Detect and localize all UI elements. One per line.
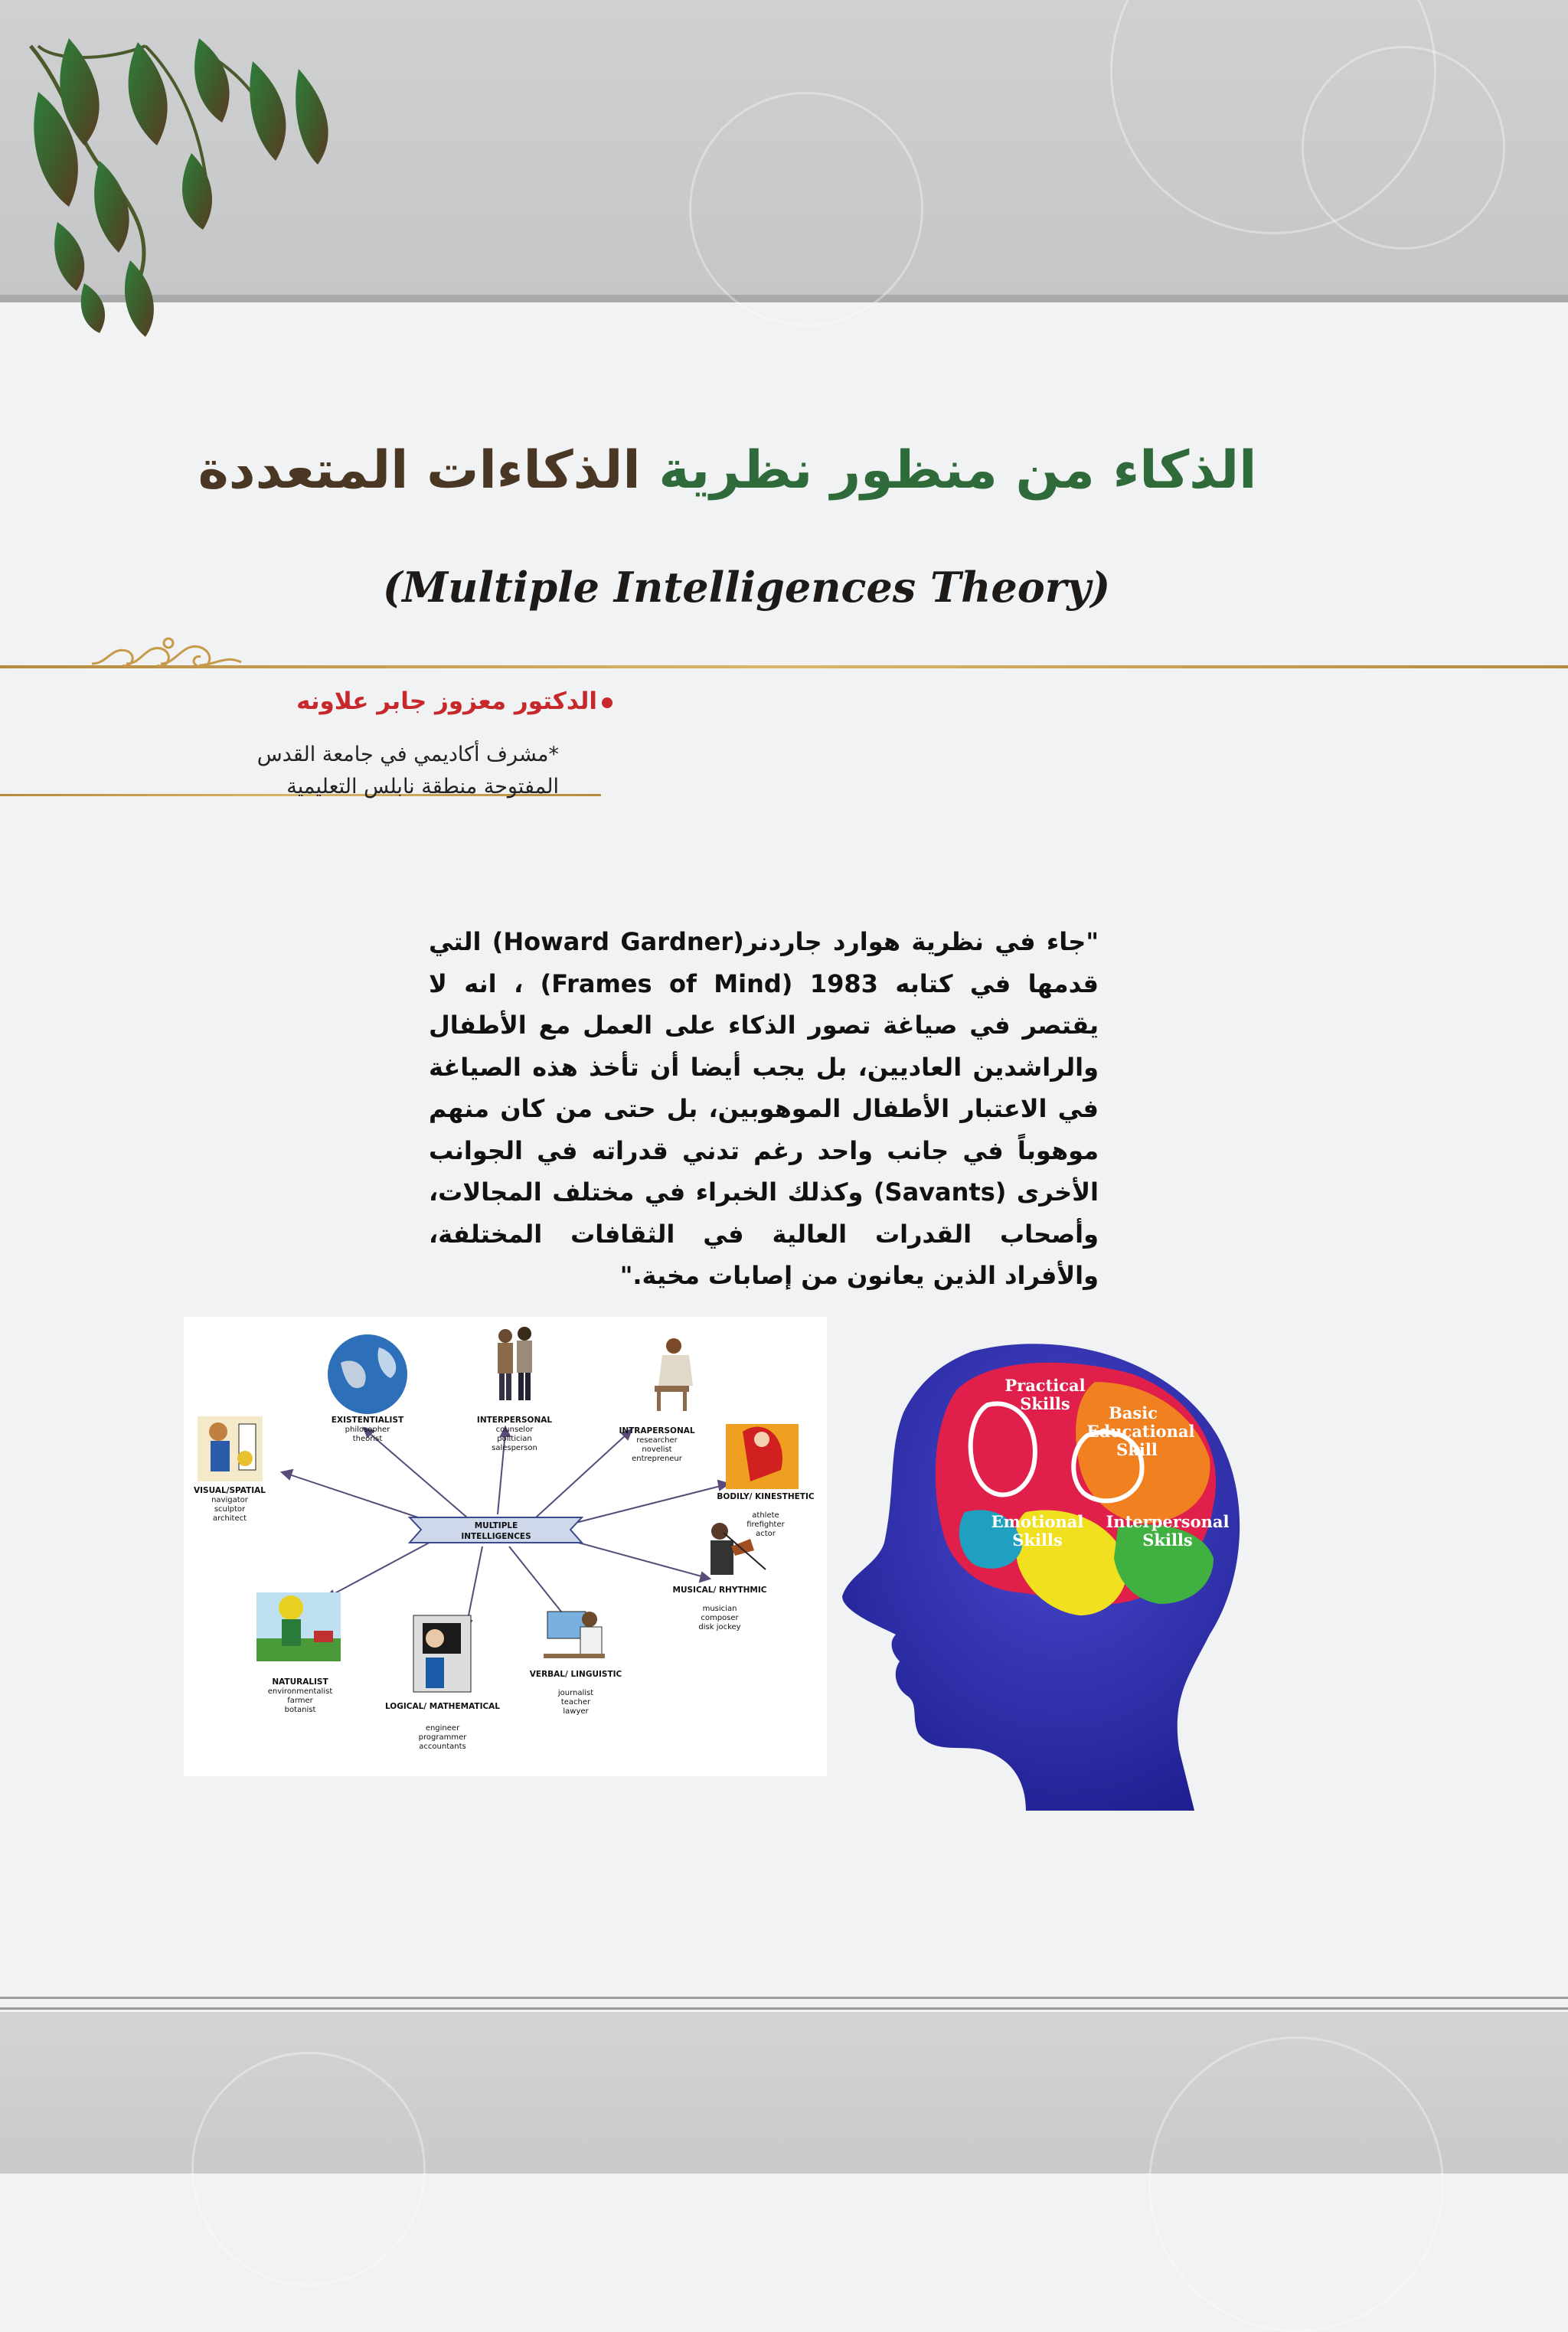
- center-banner: [410, 1517, 582, 1543]
- gold-ornament: [84, 632, 245, 678]
- title-brown-part: الذكاءات المتعددة: [198, 440, 641, 501]
- title-green-part: الذكاء من منظور نظرية: [658, 440, 1257, 501]
- author-name: الدكتور معزوز جابر علاونه: [296, 688, 597, 715]
- svg-text:actor: actor: [756, 1530, 776, 1538]
- svg-text:counselor: counselor: [495, 1426, 534, 1434]
- multiple-intelligences-diagram: [184, 1317, 827, 1776]
- svg-text:architect: architect: [212, 1514, 247, 1523]
- svg-text:researcher: researcher: [636, 1436, 678, 1445]
- svg-text:athlete: athlete: [752, 1511, 779, 1520]
- svg-text:composer: composer: [701, 1614, 739, 1622]
- svg-text:botanist: botanist: [284, 1706, 316, 1714]
- affiliation-line: *مشرف أكاديمي في جامعة القدس: [256, 743, 559, 766]
- dancer-icon: [726, 1424, 799, 1489]
- decorative-swirl: [1302, 46, 1505, 250]
- svg-text:INTERPERSONAL: INTERPERSONAL: [476, 1416, 553, 1425]
- svg-text:INTRAPERSONAL: INTRAPERSONAL: [619, 1426, 695, 1435]
- svg-text:engineer: engineer: [425, 1724, 460, 1733]
- brain-label-interpersonal: Skills: [1142, 1530, 1193, 1550]
- brain-label-practical: Skills: [1020, 1394, 1070, 1413]
- svg-text:LOGICAL/ MATHEMATICAL: LOGICAL/ MATHEMATICAL: [384, 1702, 501, 1711]
- center-label: MULTIPLE: [474, 1521, 518, 1530]
- svg-text:teacher: teacher: [560, 1698, 591, 1707]
- footer-line: [0, 2007, 1568, 2010]
- computer-icon: [413, 1615, 471, 1692]
- svg-text:philosopher: philosopher: [345, 1426, 390, 1434]
- center-label: INTELLIGENCES: [461, 1532, 531, 1541]
- svg-text:programmer: programmer: [418, 1733, 467, 1742]
- svg-text:environmentalist: environmentalist: [267, 1687, 333, 1696]
- svg-text:theorist: theorist: [352, 1435, 383, 1443]
- quote-paragraph: "جاء في نظرية هوارد جاردنر(Howard Gardner) التي قدمها في كتابه 1983 (Frames of Mind) ، انه لا يقتصر في صياغة تصور الذكاء على العمل مع الأطفال والراشدين العاديين، بل يجب أيضا أن تأخذ هذه الصياغة في الاعتبار الأطفال الموهوبين، بل حتى من كان منهم موهوباً في جانب واحد رغم تدني قدراته في الجوانب الأخرى (Savants) وكذلك الخبراء في مختلف المجالات، وأصحاب القدرات العالية في الثقافات المختلفة، والأفراد الذين يعانون من إصابات مخية.": [429, 927, 1099, 1290]
- author-affiliation: [153, 739, 559, 803]
- svg-text:accountants: accountants: [419, 1742, 466, 1751]
- brain-label-emotional: Emotional: [991, 1512, 1084, 1531]
- svg-text:sculptor: sculptor: [214, 1505, 246, 1514]
- svg-text:novelist: novelist: [642, 1445, 672, 1454]
- svg-text:NATURALIST: NATURALIST: [272, 1677, 328, 1687]
- svg-text:VERBAL/ LINGUISTIC: VERBAL/ LINGUISTIC: [529, 1670, 622, 1679]
- page-title-arabic: [153, 440, 1302, 501]
- brain-label-practical: Practical: [1004, 1376, 1086, 1395]
- svg-text:journalist: journalist: [557, 1689, 594, 1697]
- farmer-icon: [256, 1592, 341, 1661]
- affiliation-line: المفتوحة منطقة نابلس التعليمية: [286, 775, 559, 799]
- svg-text:entrepreneur: entrepreneur: [632, 1455, 682, 1463]
- brain-label-basic: Skill: [1116, 1440, 1158, 1459]
- brain-label-interpersonal: Interpersonal: [1106, 1512, 1230, 1531]
- decorative-swirl: [689, 92, 923, 326]
- svg-text:BODILY/ KINESTHETIC: BODILY/ KINESTHETIC: [717, 1492, 815, 1501]
- painter-icon: [198, 1416, 263, 1481]
- svg-text:MUSICAL/ RHYTHMIC: MUSICAL/ RHYTHMIC: [672, 1586, 767, 1595]
- svg-text:lawyer: lawyer: [563, 1707, 589, 1716]
- brain-label-basic: Educational: [1086, 1422, 1195, 1441]
- svg-text:politician: politician: [497, 1435, 532, 1443]
- leaves-ornament: [23, 31, 360, 352]
- svg-text:firefighter: firefighter: [746, 1520, 785, 1529]
- footer-line: [0, 1997, 1568, 1999]
- brain-label-emotional: Skills: [1012, 1530, 1063, 1550]
- page-title-english: (Multiple Intelligences Theory): [382, 563, 1111, 612]
- brain-head-image: [812, 1336, 1256, 1811]
- globe-icon: [328, 1334, 407, 1414]
- svg-text:VISUAL/SPATIAL: VISUAL/SPATIAL: [194, 1486, 266, 1495]
- svg-text:salesperson: salesperson: [492, 1444, 537, 1452]
- svg-text:disk jockey: disk jockey: [698, 1623, 741, 1631]
- bullet-icon: [602, 697, 612, 708]
- svg-text:musician: musician: [702, 1605, 737, 1613]
- svg-text:EXISTENTIALIST: EXISTENTIALIST: [331, 1416, 404, 1425]
- decorative-swirl: [191, 2052, 426, 2286]
- brain-label-basic: Basic: [1109, 1403, 1158, 1422]
- decorative-swirl: [1148, 2036, 1444, 2332]
- svg-text:navigator: navigator: [211, 1496, 248, 1504]
- svg-text:farmer: farmer: [287, 1697, 313, 1705]
